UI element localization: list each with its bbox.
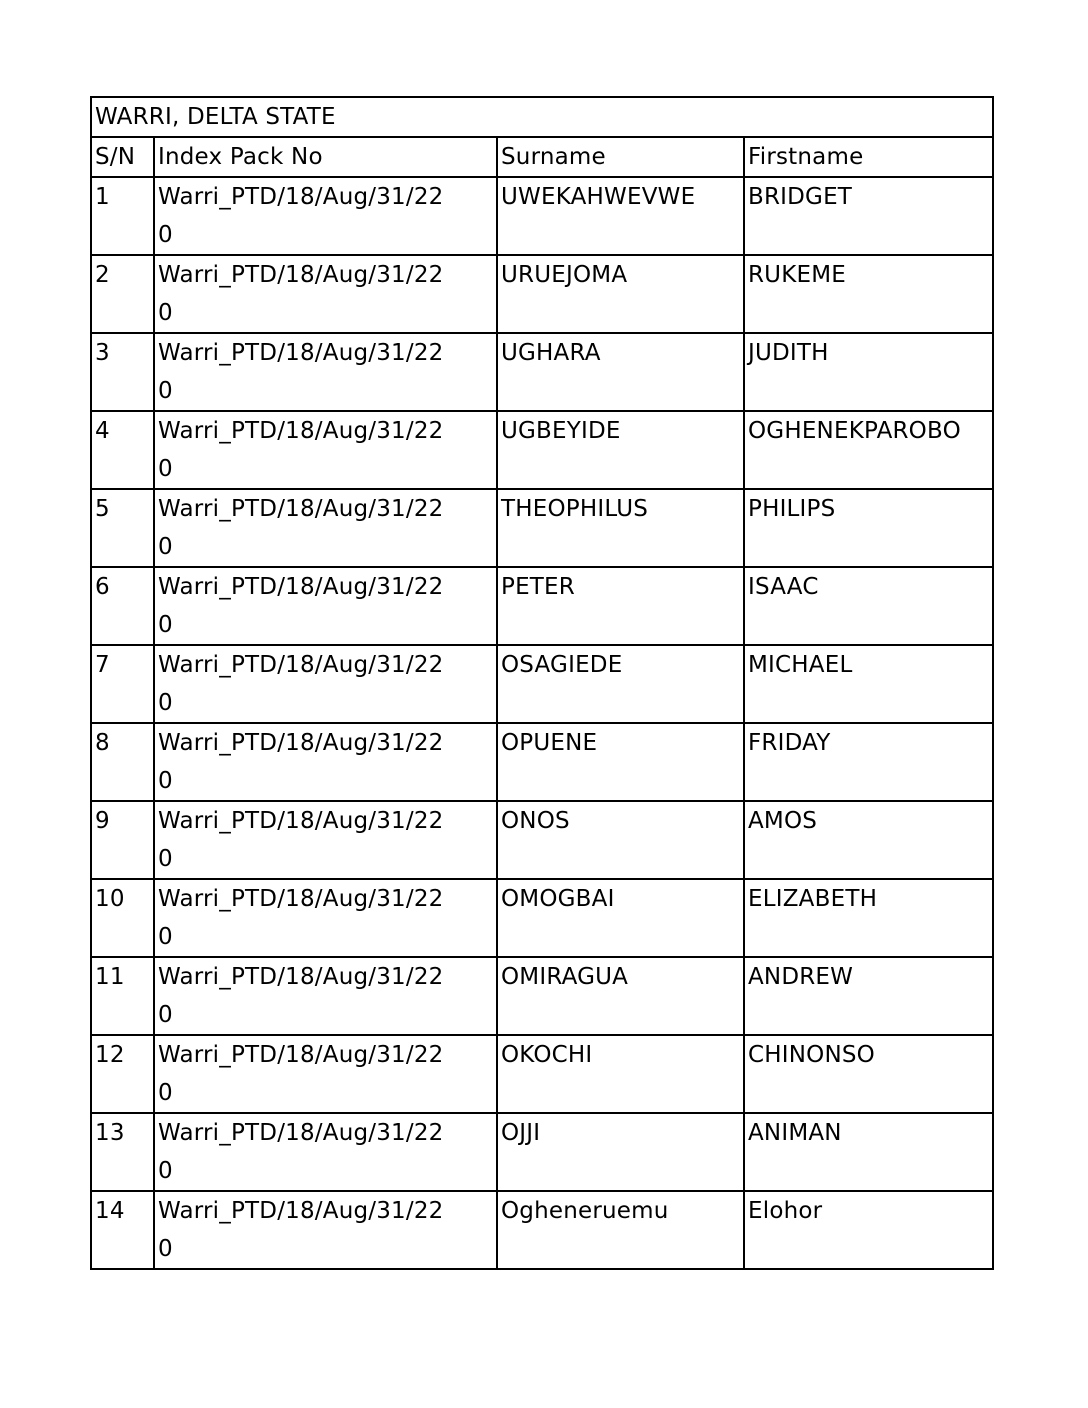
cell-surname: ONOS xyxy=(497,801,744,879)
table-row xyxy=(91,1113,993,1191)
index-pack-line2: 0 xyxy=(158,612,173,638)
cell-sn: 7 xyxy=(91,645,154,723)
cell-sn: 14 xyxy=(91,1191,154,1269)
cell-index-pack xyxy=(154,567,497,645)
index-pack-line2: 0 xyxy=(158,690,173,716)
index-pack-line2: 0 xyxy=(158,456,173,482)
index-pack-line1: Warri_PTD/18/Aug/31/22 xyxy=(158,1042,444,1068)
table-row xyxy=(91,1191,993,1269)
cell-firstname: AMOS xyxy=(744,801,993,879)
cell-index-pack xyxy=(154,177,497,255)
header-firstname: Firstname xyxy=(744,137,993,177)
cell-surname: OMIRAGUA xyxy=(497,957,744,1035)
cell-sn: 8 xyxy=(91,723,154,801)
cell-surname: UWEKAHWEVWE xyxy=(497,177,744,255)
cell-surname: OSAGIEDE xyxy=(497,645,744,723)
index-pack-line2: 0 xyxy=(158,1158,173,1184)
table-body xyxy=(91,97,993,1269)
index-pack-line1: Warri_PTD/18/Aug/31/22 xyxy=(158,340,444,366)
cell-firstname: OGHENEKPAROBO xyxy=(744,411,993,489)
table-row xyxy=(91,255,993,333)
cell-surname: OJJI xyxy=(497,1113,744,1191)
header-surname: Surname xyxy=(497,137,744,177)
cell-index-pack xyxy=(154,645,497,723)
cell-sn: 11 xyxy=(91,957,154,1035)
table-row xyxy=(91,567,993,645)
cell-surname: THEOPHILUS xyxy=(497,489,744,567)
cell-surname: URUEJOMA xyxy=(497,255,744,333)
index-pack-line2: 0 xyxy=(158,300,173,326)
header-row xyxy=(91,137,993,177)
cell-surname: OPUENE xyxy=(497,723,744,801)
index-pack-line1: Warri_PTD/18/Aug/31/22 xyxy=(158,1198,444,1224)
cell-surname: UGBEYIDE xyxy=(497,411,744,489)
cell-sn: 9 xyxy=(91,801,154,879)
cell-index-pack xyxy=(154,723,497,801)
cell-firstname: MICHAEL xyxy=(744,645,993,723)
cell-index-pack xyxy=(154,1191,497,1269)
cell-firstname: ELIZABETH xyxy=(744,879,993,957)
index-pack-line1: Warri_PTD/18/Aug/31/22 xyxy=(158,184,444,210)
index-pack-line1: Warri_PTD/18/Aug/31/22 xyxy=(158,808,444,834)
table-row xyxy=(91,801,993,879)
index-pack-line2: 0 xyxy=(158,1236,173,1262)
header-sn: S/N xyxy=(91,137,154,177)
header-index: Index Pack No xyxy=(154,137,497,177)
cell-sn: 10 xyxy=(91,879,154,957)
cell-sn: 1 xyxy=(91,177,154,255)
index-pack-line2: 0 xyxy=(158,1080,173,1106)
cell-sn: 5 xyxy=(91,489,154,567)
cell-index-pack xyxy=(154,1035,497,1113)
index-pack-line2: 0 xyxy=(158,924,173,950)
index-pack-line1: Warri_PTD/18/Aug/31/22 xyxy=(158,262,444,288)
cell-index-pack xyxy=(154,879,497,957)
index-pack-line2: 0 xyxy=(158,768,173,794)
cell-surname: PETER xyxy=(497,567,744,645)
cell-firstname: JUDITH xyxy=(744,333,993,411)
index-pack-line2: 0 xyxy=(158,1002,173,1028)
table-row xyxy=(91,411,993,489)
cell-index-pack xyxy=(154,489,497,567)
cell-surname: OKOCHI xyxy=(497,1035,744,1113)
cell-firstname: Elohor xyxy=(744,1191,993,1269)
cell-sn: 3 xyxy=(91,333,154,411)
index-pack-line1: Warri_PTD/18/Aug/31/22 xyxy=(158,496,444,522)
table-row xyxy=(91,489,993,567)
index-pack-line1: Warri_PTD/18/Aug/31/22 xyxy=(158,652,444,678)
cell-sn: 2 xyxy=(91,255,154,333)
table-row xyxy=(91,1035,993,1113)
index-pack-line1: Warri_PTD/18/Aug/31/22 xyxy=(158,574,444,600)
cell-index-pack xyxy=(154,801,497,879)
cell-index-pack xyxy=(154,411,497,489)
cell-firstname: BRIDGET xyxy=(744,177,993,255)
cell-firstname: PHILIPS xyxy=(744,489,993,567)
table-row xyxy=(91,177,993,255)
cell-firstname: FRIDAY xyxy=(744,723,993,801)
cell-firstname: RUKEME xyxy=(744,255,993,333)
table-title: WARRI, DELTA STATE xyxy=(91,97,993,137)
cell-index-pack xyxy=(154,1113,497,1191)
cell-index-pack xyxy=(154,957,497,1035)
cell-sn: 12 xyxy=(91,1035,154,1113)
table-row xyxy=(91,957,993,1035)
cell-sn: 4 xyxy=(91,411,154,489)
table-row xyxy=(91,723,993,801)
index-pack-line2: 0 xyxy=(158,378,173,404)
cell-firstname: ANDREW xyxy=(744,957,993,1035)
title-row xyxy=(91,97,993,137)
index-pack-line2: 0 xyxy=(158,222,173,248)
cell-index-pack xyxy=(154,255,497,333)
cell-firstname: ANIMAN xyxy=(744,1113,993,1191)
index-pack-line1: Warri_PTD/18/Aug/31/22 xyxy=(158,964,444,990)
index-pack-line2: 0 xyxy=(158,846,173,872)
table-row xyxy=(91,333,993,411)
cell-sn: 13 xyxy=(91,1113,154,1191)
index-pack-line1: Warri_PTD/18/Aug/31/22 xyxy=(158,418,444,444)
candidate-table xyxy=(90,96,994,1270)
cell-surname: UGHARA xyxy=(497,333,744,411)
cell-firstname: ISAAC xyxy=(744,567,993,645)
cell-firstname: CHINONSO xyxy=(744,1035,993,1113)
cell-index-pack xyxy=(154,333,497,411)
cell-surname: Ogheneruemu xyxy=(497,1191,744,1269)
index-pack-line1: Warri_PTD/18/Aug/31/22 xyxy=(158,730,444,756)
table-row xyxy=(91,879,993,957)
index-pack-line2: 0 xyxy=(158,534,173,560)
cell-sn: 6 xyxy=(91,567,154,645)
index-pack-line1: Warri_PTD/18/Aug/31/22 xyxy=(158,1120,444,1146)
cell-surname: OMOGBAI xyxy=(497,879,744,957)
table-row xyxy=(91,645,993,723)
index-pack-line1: Warri_PTD/18/Aug/31/22 xyxy=(158,886,444,912)
